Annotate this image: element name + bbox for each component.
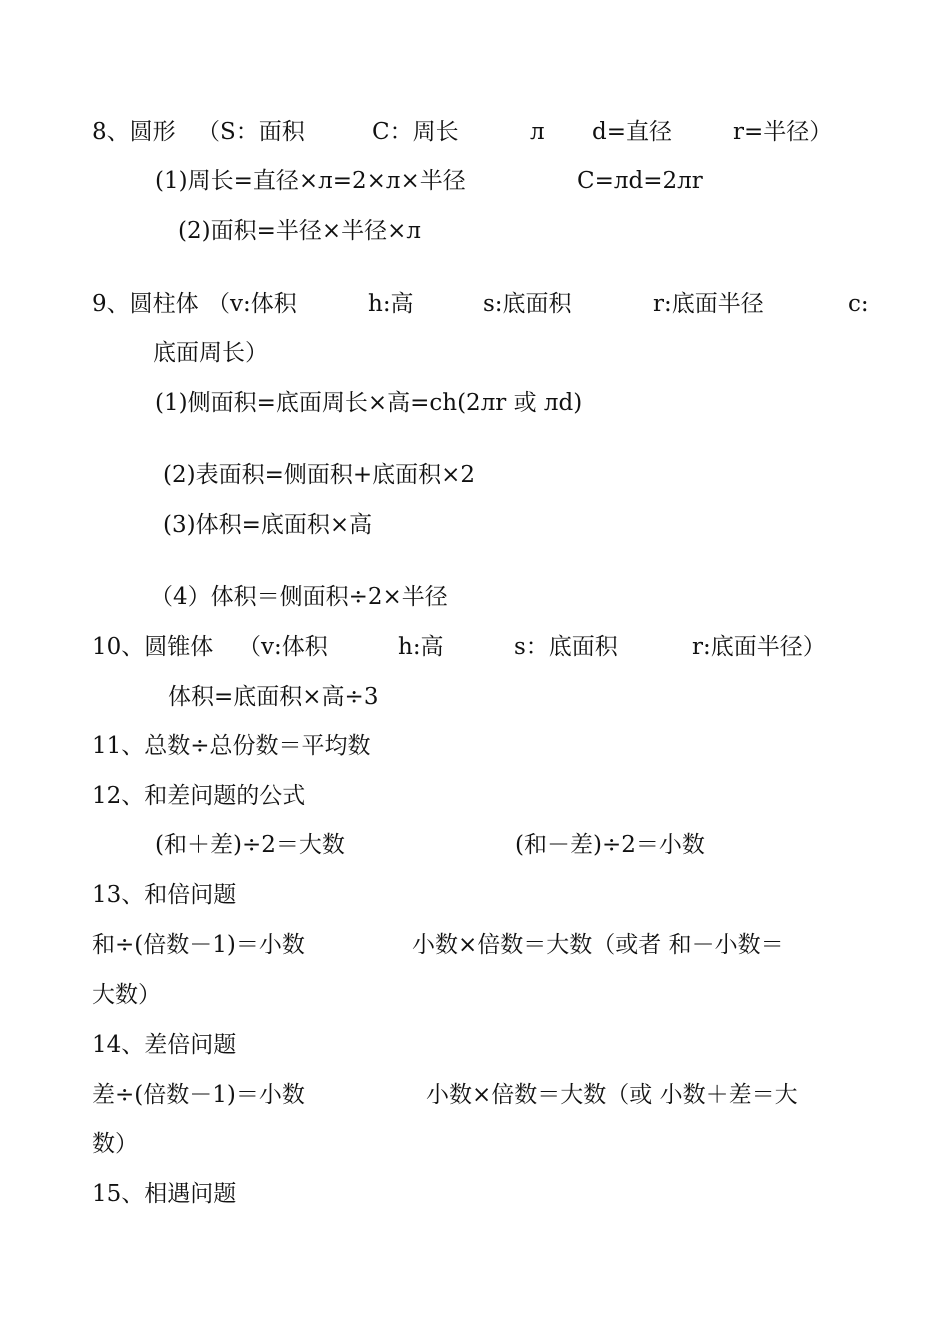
section-8-def-pi: л — [530, 119, 545, 145]
section-12-formula-big: (和＋差)÷2＝大数 — [155, 832, 345, 858]
section-9-def-r: r:底面半径 — [653, 291, 764, 317]
section-8-def-c: C：周长 — [372, 119, 459, 145]
section-10-title: 10、圆锥体 — [92, 634, 214, 660]
section-14-title: 14、差倍问题 — [92, 1032, 237, 1058]
section-9-title: 9、圆柱体 — [92, 291, 199, 317]
section-8-formula-2-text: (2)面积=半径×半径×л — [178, 218, 422, 244]
section-10-formula-text: 体积=底面积×高÷3 — [168, 684, 379, 710]
section-9-formula-4-text: （4）体积＝侧面积÷2×半径 — [150, 584, 448, 610]
section-10-def-s: s：底面积 — [514, 634, 618, 660]
section-9-def-h: h:高 — [368, 291, 414, 317]
section-13-formula-b: 小数×倍数＝大数（或者 和－小数＝ — [412, 932, 784, 958]
section-8-formula-1-symbolic: C=лd=2лr — [577, 168, 703, 194]
section-15-title: 15、相遇问题 — [92, 1181, 237, 1207]
section-9-def-c: c: — [848, 291, 869, 317]
section-9-def-s: s:底面积 — [483, 291, 572, 317]
section-8-formula-1-text: (1)周长=直径×л=2×л×半径 — [155, 168, 466, 194]
section-10-def-v: （v:体积 — [238, 634, 328, 660]
section-8-def-s: （S：面积 — [197, 119, 305, 145]
section-9-def-v: （v:体积 — [207, 291, 297, 317]
section-8-def-d: d=直径 — [592, 119, 672, 145]
section-10-def-h: h:高 — [398, 634, 444, 660]
section-13-title: 13、和倍问题 — [92, 882, 237, 908]
section-14-formula-a: 差÷(倍数－1)＝小数 — [92, 1082, 305, 1108]
section-13-formula-a: 和÷(倍数－1)＝小数 — [92, 932, 305, 958]
section-9-formula-1-text: (1)侧面积=底面周长×高=ch(2лr 或 лd) — [155, 390, 583, 416]
section-11-text: 11、总数÷总份数＝平均数 — [92, 733, 371, 759]
section-12-title: 12、和差问题的公式 — [92, 783, 306, 809]
section-9-def-c-cont: 底面周长） — [153, 340, 268, 366]
section-14-formula-b: 小数×倍数＝大数（或 小数＋差＝大 — [426, 1082, 798, 1108]
section-9-formula-2-text: (2)表面积=侧面积+底面积×2 — [163, 462, 476, 488]
section-13-formula-b-cont: 大数） — [92, 982, 161, 1008]
section-8-def-r: r=半径） — [733, 119, 833, 145]
section-14-formula-b-cont: 数） — [92, 1131, 138, 1157]
section-10-def-r: r:底面半径） — [692, 634, 826, 660]
section-12-formula-small: (和－差)÷2＝小数 — [515, 832, 705, 858]
section-9-formula-3-text: (3)体积=底面积×高 — [163, 512, 373, 538]
section-8-title: 8、圆形 — [92, 119, 176, 145]
